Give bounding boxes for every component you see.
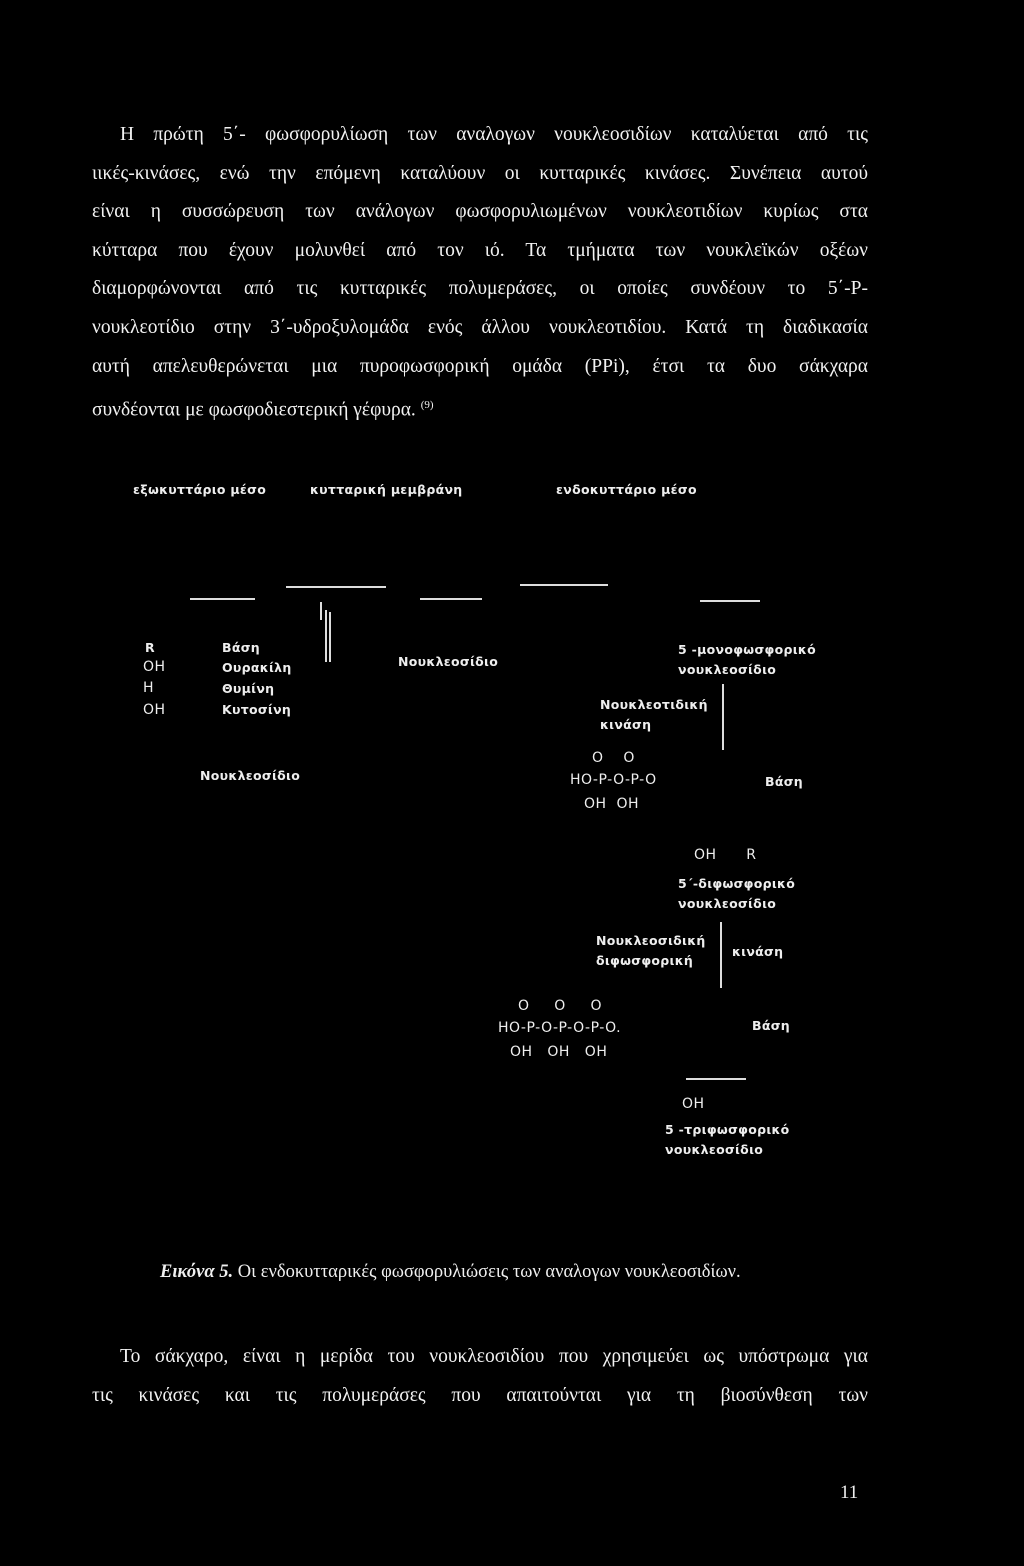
membrane-line bbox=[420, 598, 482, 600]
diphosphate-label: νουκλεοσίδιο bbox=[678, 896, 777, 911]
nds-kinase-label: Νουκλεοσιδική bbox=[596, 933, 706, 948]
diphosphate-oxygens: O O bbox=[592, 750, 635, 766]
triphosphate-oh: OH bbox=[682, 1096, 705, 1112]
paragraph-last-text: συνδέονται με φωσφοδιεστερική γέφυρα. bbox=[92, 399, 416, 421]
caption-label: Εικόνα 5. bbox=[160, 1262, 234, 1282]
paragraph-1 bbox=[92, 116, 868, 430]
paragraph-line: Η πρώτη 5΄- φωσφορυλίωση των αναλογων νουκλεοσιδίων καταλύεται από τις bbox=[120, 124, 868, 145]
base-title: Βάση bbox=[222, 640, 260, 655]
nucleotide-kinase-label: Νουκλεοτιδική bbox=[600, 697, 708, 712]
base-thymine: Θυμίνη bbox=[222, 681, 275, 696]
triphosphate-hydroxyls: OH OH OH bbox=[510, 1044, 608, 1060]
nucleotide-kinase-label: κινάση bbox=[600, 717, 652, 732]
paragraph-line: διαμορφώνονται από τις κυτταρικές πολυμεράσες, οι οποίες συνδέουν το 5΄-Ρ- bbox=[92, 278, 868, 300]
figure-caption bbox=[160, 1262, 741, 1283]
caption-text: Οι ενδοκυτταρικές φωσφορυλιώσεις των αναλογων νουκλεοσιδίων. bbox=[233, 1262, 741, 1282]
monophosphate-label: νουκλεοσίδιο bbox=[678, 662, 777, 677]
base-uracil: Ουρακίλη bbox=[222, 660, 292, 675]
triphosphate-formula: HO-P-O-P-O-P-O. bbox=[498, 1020, 622, 1036]
header-intracellular: ενδοκυττάριο μέσο bbox=[556, 482, 697, 497]
nds-kinase-label: διφωσφορική bbox=[596, 953, 694, 968]
paragraph-line: τις κινάσες και τις πολυμεράσες που απαιτούνται για τη βιοσύνθεση των bbox=[92, 1384, 868, 1406]
membrane-line bbox=[520, 584, 608, 586]
substituent-oh: OH bbox=[143, 702, 166, 718]
nucleoside-left: Νουκλεοσίδιο bbox=[200, 768, 301, 783]
paragraph-line: αυτή απελευθερώνεται μια πυροφωσφορική ομάδα (PPi), έτσι τα δυο σάκχαρα bbox=[92, 355, 868, 377]
paragraph-2 bbox=[92, 1338, 868, 1415]
membrane-bar bbox=[329, 612, 331, 662]
triphosphate-label: 5 -τριφωσφορικό bbox=[665, 1122, 790, 1137]
diphosphate-hydroxyls: OH OH bbox=[584, 796, 639, 812]
paragraph-line: ιικές-κινάσες, ενώ την επόμενη καταλύουν οι κυτταρικές κινάσες. Συνέπεια αυτού bbox=[92, 162, 868, 184]
membrane-line bbox=[190, 598, 255, 600]
substituent-oh: OH bbox=[143, 659, 166, 675]
page-number: 11 bbox=[840, 1482, 859, 1503]
membrane-line bbox=[286, 586, 386, 588]
nds-kinase-label: κινάση bbox=[732, 944, 784, 959]
membrane-tick bbox=[320, 602, 322, 620]
reference-mark: (9) bbox=[420, 399, 434, 412]
membrane-line bbox=[700, 600, 760, 602]
paragraph-line: Το σάκχαρο, είναι η μερίδα του νουκλεοσιδίου που χρησιμεύει ως υπόστρωμα για bbox=[120, 1346, 868, 1367]
diphosphate-formula: HO-P-O-P-O bbox=[570, 772, 657, 788]
substituent-h: H bbox=[143, 680, 155, 696]
paragraph-line: νουκλεοτίδιο στην 3΄-υδροξυλομάδα ενός άλλου νουκλεοτιδίου. Κατά τη διαδικασία bbox=[92, 316, 868, 338]
paragraph-line bbox=[92, 386, 868, 430]
base-right: Βάση bbox=[752, 1018, 790, 1033]
membrane-bar bbox=[325, 610, 327, 662]
paragraph-line: κύτταρα που έχουν μολυνθεί από τον ιό. Τα τμήματα των νουκλεϊκών οξέων bbox=[92, 239, 868, 261]
reaction-arrow bbox=[722, 684, 724, 750]
reaction-arrow bbox=[720, 922, 722, 988]
triphosphate-label: νουκλεοσίδιο bbox=[665, 1142, 764, 1157]
ring-line bbox=[686, 1078, 746, 1080]
monophosphate-label: 5 -μονοφωσφορικό bbox=[678, 642, 816, 657]
nucleoside-center: Νουκλεοσίδιο bbox=[398, 654, 499, 669]
base-cytosine: Κυτοσίνη bbox=[222, 702, 292, 717]
paragraph-line: είναι η συσσώρευση των ανάλογων φωσφορυλιωμένων νουκλεοτιδίων κυρίως στα bbox=[92, 201, 868, 223]
substituent-r: R bbox=[145, 640, 155, 655]
header-extracellular: εξωκυττάριο μέσο bbox=[133, 482, 267, 497]
diphosphate-oh-r: OH R bbox=[694, 847, 757, 863]
header-membrane: κυτταρική μεμβράνη bbox=[310, 482, 463, 497]
triphosphate-oxygens: O O O bbox=[518, 998, 603, 1014]
base-right: Βάση bbox=[765, 774, 803, 789]
diphosphate-label: 5΄-διφωσφορικό bbox=[678, 876, 796, 891]
